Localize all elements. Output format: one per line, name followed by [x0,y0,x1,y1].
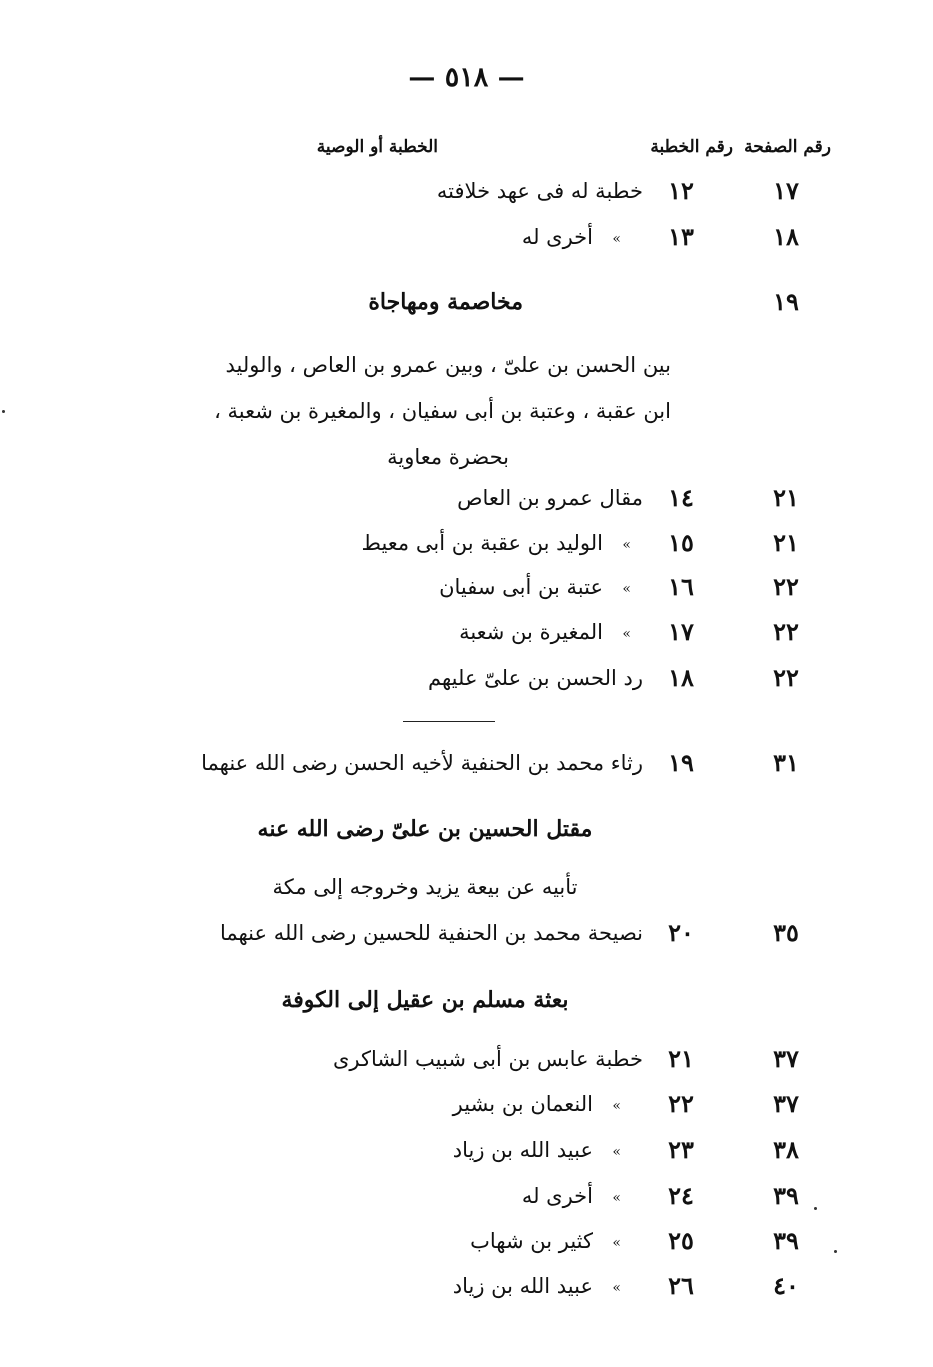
sermon-title: عبيد الله بن زياد [452,1138,593,1162]
sermon-title: خطبة عابس بن أبى شبيب الشاكرى [332,1047,643,1071]
page-number: — ٥١٨ — [408,62,525,93]
sermon-number-cell: ١٩ [668,748,694,777]
scan-speck [834,1250,837,1253]
sermon-number-cell: ٢٢ [668,1089,694,1118]
scan-speck [2,410,5,413]
sermon-title: مقال عمرو بن العاص [457,486,643,510]
scan-speck [814,1207,817,1210]
ditto-mark: » [612,1280,621,1296]
ditto-mark: » [622,537,631,553]
description-line: بين الحسن بن علىّ ، وبين عمرو بن العاص ، والوليد [225,353,671,377]
section-heading: مخاصمة ومهاجاة [368,289,523,315]
page-cell: ٣١ [773,748,799,777]
page-cell: ٣٥ [773,918,799,947]
sermon-title: عبيد الله بن زياد [452,1274,593,1298]
page-cell: ١٩ [773,287,799,316]
sermon-number-cell: ٢٠ [668,918,694,947]
sermon-title: الوليد بن عقبة بن أبى معيط [361,531,603,555]
sermon-number-cell: ١٦ [668,572,694,601]
sermon-number-cell: ٢٤ [668,1181,694,1210]
page-cell: ٢٢ [773,572,799,601]
ditto-mark: » [612,1144,621,1160]
sermon-title: أخرى له [521,225,593,249]
section-subheading: تأبيه عن بيعة يزيد وخروجه إلى مكة [272,875,578,899]
sermon-title: كثير بن شهاب [470,1229,593,1253]
section-heading: مقتل الحسين بن علىّ رضى الله عنه [257,816,593,842]
page-cell: ٣٩ [773,1181,799,1210]
sermon-number-cell: ١٤ [668,483,694,512]
ditto-mark: » [622,626,631,642]
description-line: ابن عقبة ، وعتبة بن أبى سفيان ، والمغيرة بن شعبة ، [214,399,671,423]
sermon-number-cell: ٢٣ [668,1135,694,1164]
sermon-number-cell: ٢٥ [668,1226,694,1255]
ditto-mark: » [612,1098,621,1114]
header-number-column: رقم الخطبة [650,137,733,157]
divider-rule [403,721,495,722]
sermon-title: المغيرة بن شعبة [459,620,603,644]
ditto-mark: » [612,1235,621,1251]
page-cell: ٤٠ [773,1271,799,1300]
sermon-title: النعمان بن بشير [452,1092,593,1116]
page-cell: ٢١ [773,528,799,557]
page-cell: ٣٩ [773,1226,799,1255]
page-cell: ١٧ [773,176,799,205]
page-cell: ١٨ [773,222,799,251]
page-cell: ٣٧ [773,1044,799,1073]
page-cell: ٢٢ [773,663,799,692]
description-line: بحضرة معاوية [387,445,509,469]
page-cell: ٣٨ [773,1135,799,1164]
page-cell: ٢٢ [773,617,799,646]
sermon-number-cell: ٢٦ [668,1271,694,1300]
sermon-title: رد الحسن بن علىّ عليهم [428,666,643,690]
section-heading: بعثة مسلم بن عقيل إلى الكوفة [281,987,569,1013]
page-cell: ٢١ [773,483,799,512]
sermon-number-cell: ١٧ [668,617,694,646]
ditto-mark: » [612,231,621,247]
ditto-mark: » [622,581,631,597]
sermon-number-cell: ١٥ [668,528,694,557]
sermon-number-cell: ٢١ [668,1044,694,1073]
sermon-title: خطبة له فى عهد خلافته [436,179,643,203]
sermon-number-cell: ١٨ [668,663,694,692]
sermon-title: نصيحة محمد بن الحنفية للحسين رضى الله عنهما [219,921,643,945]
sermon-title: أخرى له [521,1184,593,1208]
header-page-column: رقم الصفحة [744,137,831,157]
sermon-title: رثاء محمد بن الحنفية لأخيه الحسن رضى الله عنهما [201,751,643,775]
sermon-number-cell: ١٢ [668,176,694,205]
page-cell: ٣٧ [773,1089,799,1118]
header-title-column: الخطبة أو الوصية [316,137,438,157]
ditto-mark: » [612,1190,621,1206]
sermon-title: عتبة بن أبى سفيان [439,575,603,599]
sermon-number-cell: ١٣ [668,222,694,251]
